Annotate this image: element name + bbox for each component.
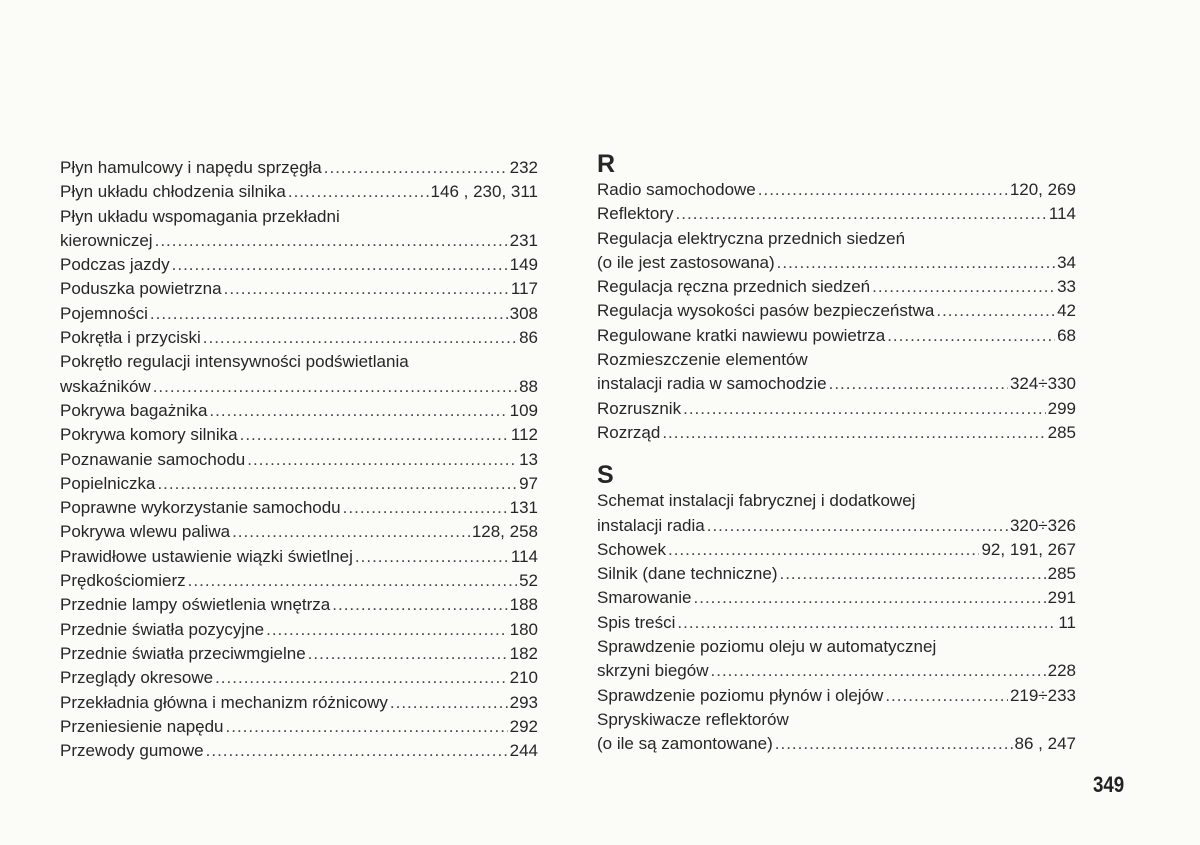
index-entry [597,586,1076,610]
entry-label: Przeniesienie napędu [60,716,224,736]
entry-label: Reflektory [597,204,674,224]
entry-page: 114 [1048,204,1076,224]
dot-leader [226,715,508,739]
entry-label: Schemat instalacji fabrycznej i dodatkowej [597,491,916,511]
entry-page: 219÷233 [1009,685,1076,705]
dot-leader [676,202,1047,226]
index-entry [60,739,538,763]
dot-leader [775,732,1013,756]
entry-label: Radio samochodowe [597,180,756,199]
index-entry [60,520,538,544]
index-entry [597,514,1076,538]
entry-page: 114 [510,546,538,566]
entry-page: 11 [1058,612,1076,632]
entry-label: Płyn układu chłodzenia silnika [60,182,286,202]
entry-page: 34 [1057,252,1076,272]
index-entry [60,375,538,399]
entry-page: 231 [509,230,538,250]
index-entry [597,708,1076,732]
dot-leader [711,659,1046,683]
entry-page: 68 [1057,325,1076,345]
dot-leader [683,397,1046,421]
index-entry [60,399,538,423]
dot-leader [232,520,470,544]
dot-leader [324,156,508,180]
entry-page: 285 [1047,564,1076,584]
index-entry [60,618,538,642]
dot-leader [777,251,1055,275]
dot-leader [707,514,1008,538]
index-entry [60,593,538,617]
index-entry [597,732,1076,756]
index-entry [60,253,538,277]
section-letter-s: S [597,461,614,490]
section-letter-r: R [597,150,616,178]
entry-page: 299 [1047,398,1076,418]
entry-label: Pokrętło regulacji intensywności podświetlania [60,352,409,372]
dot-leader [247,448,517,472]
entry-label: Popielniczka [60,473,156,493]
index-entry [597,421,1076,445]
dot-leader [188,569,517,593]
dot-leader [662,421,1045,445]
dot-leader [288,180,429,204]
index-entry [597,538,1076,562]
index-entry [597,202,1076,226]
entry-label: Silnik (dane techniczne) [597,564,778,584]
entry-page: 92, 191, 267 [981,539,1076,559]
entry-page: 128, 258 [471,522,538,542]
entry-label: Prędkościomierz [60,571,186,591]
index-entry [60,642,538,666]
entry-label: kierowniczej [60,230,153,250]
dot-leader [150,302,508,326]
entry-label: instalacji radia [597,515,705,535]
index-entry [60,350,538,374]
dot-leader [829,372,1008,396]
index-entry [60,156,538,180]
entry-page: 112 [510,425,538,445]
entry-label: (o ile jest zastosowana) [597,252,775,272]
index-right-column [597,150,1076,757]
entry-label: (o ile są zamontowane) [597,734,773,754]
entry-label: Spis treści [597,612,676,632]
dot-leader [215,666,508,690]
index-entry [597,227,1076,251]
dot-leader [224,277,509,301]
entry-label: Regulacja wysokości pasów bezpieczeństwa [597,301,935,321]
dot-leader [872,275,1055,299]
entry-page: 210 [509,668,538,688]
dot-leader [390,691,508,715]
index-entry [597,635,1076,659]
entry-label: Poprawne wykorzystanie samochodu [60,498,341,518]
index-entry [597,348,1076,372]
entry-label: Regulowane kratki nawiewu powietrza [597,325,886,345]
dot-leader [885,684,1008,708]
index-entry [597,659,1076,683]
entry-label: Regulacja elektryczna przednich siedzeń [597,228,906,248]
entry-label: Przednie światła pozycyjne [60,619,265,639]
entry-label: Płyn układu wspomagania przekładni [60,206,340,226]
entry-label: skrzyni biegów [597,661,709,681]
entry-page: 86 [519,328,538,348]
entry-page: 109 [509,400,538,420]
page-number: 349 [1093,772,1125,797]
section-r-entries [597,178,1076,445]
index-entry [60,205,538,229]
dot-leader [153,375,517,399]
dot-leader [677,611,1056,635]
index-entry [597,397,1076,421]
dot-leader [172,253,508,277]
entry-page: 97 [519,473,538,493]
entry-page: 308 [509,303,538,323]
entry-page: 182 [509,643,538,663]
index-entry [60,448,538,472]
dot-leader [887,324,1055,348]
dot-leader [266,618,508,642]
entry-page: 13 [519,449,538,469]
entry-page: 324÷330 [1009,374,1076,394]
index-entry [60,569,538,593]
entry-page: 232 [509,158,538,177]
dot-leader [209,399,507,423]
dot-leader [206,739,508,763]
index-entry [597,251,1076,275]
dot-leader [343,496,508,520]
entry-page: 244 [509,741,538,761]
index-entry [60,326,538,350]
entry-page: 188 [509,595,538,615]
entry-page: 88 [519,376,538,396]
index-entry [60,423,538,447]
entry-page: 120, 269 [1009,180,1076,199]
entry-page: 149 [509,255,538,275]
dot-leader [203,326,517,350]
entry-label: Przekładnia główna i mechanizm różnicowy [60,692,388,712]
index-entry [597,489,1076,513]
entry-label: wskaźników [60,376,151,396]
entry-label: Pokrywa komory silnika [60,425,238,445]
entry-label: Sprawdzenie poziomu oleju w automatycznej [597,637,937,657]
entry-label: Przednie światła przeciwmgielne [60,643,306,663]
index-entry [597,562,1076,586]
index-entry [60,229,538,253]
entry-label: Prawidłowe ustawienie wiązki świetlnej [60,546,353,566]
entry-label: Rozmieszczenie elementów [597,350,808,370]
entry-page: 33 [1057,277,1076,297]
dot-leader [779,562,1045,586]
entry-label: Pokrywa bagażnika [60,400,208,420]
entry-page: 293 [509,692,538,712]
dot-leader [157,472,517,496]
entry-label: Rozrząd [597,422,661,442]
entry-label: Płyn hamulcowy i napędu sprzęgła [60,158,322,177]
index-entry [597,178,1076,202]
entry-label: Przeglądy okresowe [60,668,214,688]
index-entry [597,324,1076,348]
dot-leader [936,299,1055,323]
index-entry [60,472,538,496]
index-entry [597,611,1076,635]
entry-page: 52 [519,571,538,591]
dot-leader [240,423,509,447]
entry-page: 291 [1047,588,1076,608]
entry-page: 228 [1047,661,1076,681]
entry-page: 292 [509,716,538,736]
entry-label: Pojemności [60,303,148,323]
entry-page: 86 , 247 [1014,734,1076,754]
section-s-entries [597,489,1076,756]
index-left-column [60,156,538,763]
entry-label: Przednie lampy oświetlenia wnętrza [60,595,331,615]
dot-leader [694,586,1046,610]
index-entry [60,691,538,715]
index-entry [597,684,1076,708]
entry-page: 117 [510,279,538,299]
entry-label: Spryskiwacze reflektorów [597,709,789,729]
index-entry [597,299,1076,323]
entry-label: Rozrusznik [597,398,682,418]
entry-label: instalacji radia w samochodzie [597,374,827,394]
entry-page: 42 [1057,301,1076,321]
entry-label: Podczas jazdy [60,255,170,275]
entry-label: Pokrywa wlewu paliwa [60,522,231,542]
dot-leader [332,593,507,617]
entry-page: 180 [509,619,538,639]
dot-leader [355,545,509,569]
index-entry [60,277,538,301]
index-entry [60,302,538,326]
index-entry [597,275,1076,299]
entry-page: 285 [1047,422,1076,442]
index-entry [60,666,538,690]
entry-label: Przewody gumowe [60,741,204,761]
dot-leader [668,538,979,562]
entry-page: 146 , 230, 311 [430,182,538,202]
entry-page: 320÷326 [1009,515,1076,535]
entry-label: Regulacja ręczna przednich siedzeń [597,277,871,297]
dot-leader [758,178,1008,202]
dot-leader [308,642,508,666]
entry-label: Poznawanie samochodu [60,449,246,469]
entry-label: Sprawdzenie poziomu płynów i olejów [597,685,884,705]
dot-leader [155,229,508,253]
entry-label: Schowek [597,539,666,559]
entry-label: Poduszka powietrzna [60,279,222,299]
index-entry [60,715,538,739]
entry-label: Smarowanie [597,588,692,608]
index-entry [60,496,538,520]
index-entry [60,545,538,569]
index-entry [60,180,538,204]
entry-page: 131 [509,498,538,518]
index-entry [597,372,1076,396]
entry-label: Pokrętła i przyciski [60,328,201,348]
